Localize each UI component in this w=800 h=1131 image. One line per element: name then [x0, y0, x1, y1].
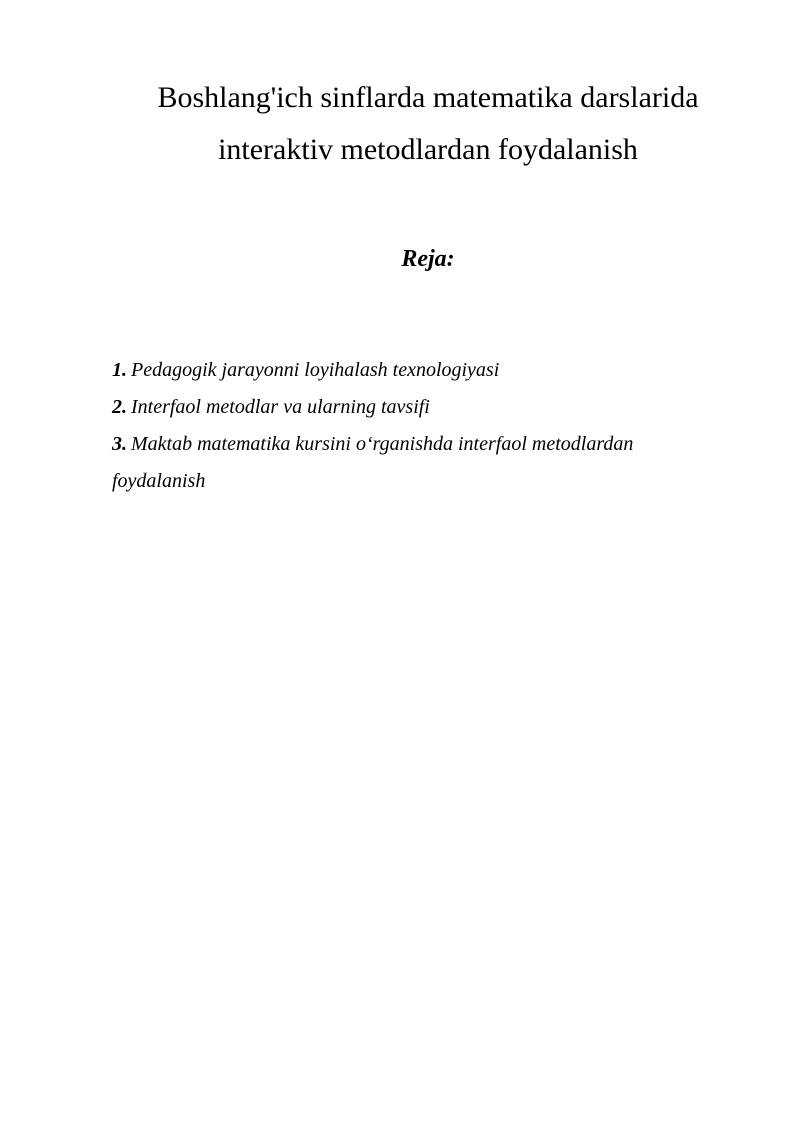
plan-item-number: 2. — [112, 396, 127, 418]
plan-item-text: Interfaol metodlar va ularning tavsifi — [131, 396, 430, 418]
title-line-2: interaktiv metodlardan foydalanish — [218, 133, 638, 166]
plan-list — [112, 352, 712, 500]
plan-item-number: 1. — [112, 359, 127, 381]
plan-item-2 — [112, 389, 712, 426]
plan-item-number: 3. — [112, 433, 127, 455]
title-line-1: Boshlang'ich sinflarda matematika darslarida — [157, 81, 699, 114]
plan-item-3 — [112, 426, 712, 500]
plan-item-continuation: foydalanish — [112, 470, 206, 492]
plan-heading: Reja: — [401, 246, 455, 272]
document-title — [0, 72, 800, 176]
plan-item-1 — [112, 352, 712, 389]
plan-item-text: Pedagogik jarayonni loyihalash texnologiyasi — [131, 359, 500, 381]
plan-item-text: Maktab matematika kursini o‘rganishda interfaol metodlardan — [131, 433, 634, 455]
